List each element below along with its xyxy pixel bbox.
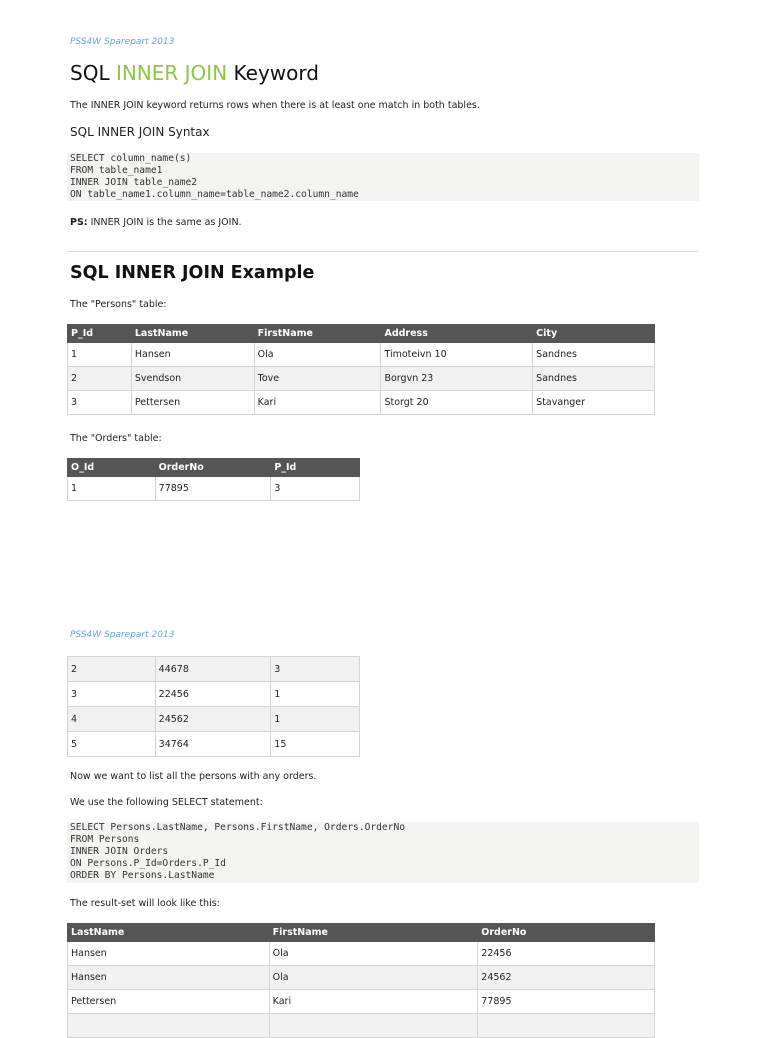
table-cell: 34764 — [155, 732, 271, 757]
select-paragraph: We use the following SELECT statement: — [70, 797, 263, 808]
table-cell: 15 — [271, 732, 360, 757]
table-cell: 77895 — [155, 477, 271, 501]
table-cell: Svendson — [131, 367, 254, 391]
orders-table — [67, 458, 360, 501]
ps-text: INNER JOIN is the same as JOIN. — [87, 217, 242, 228]
table-cell: 1 — [271, 707, 360, 732]
column-header: P_Id — [68, 325, 132, 343]
table-row — [68, 1014, 655, 1038]
table-cell: Storgt 20 — [381, 391, 533, 415]
table-row — [68, 942, 655, 966]
table-cell: 1 — [68, 343, 132, 367]
table-row — [68, 966, 655, 990]
page-header-note: PSS4W Sparepart 2013 — [70, 37, 175, 47]
table-cell: 3 — [68, 682, 156, 707]
table-cell: 24562 — [155, 707, 271, 732]
table-cell: Ola — [254, 343, 381, 367]
orders-caption: The "Orders" table: — [70, 433, 162, 444]
table-cell: 77895 — [478, 990, 655, 1014]
table-cell: Ola — [269, 966, 478, 990]
table-row — [68, 707, 360, 732]
table-row — [68, 343, 655, 367]
table-cell: 1 — [271, 682, 360, 707]
column-header: LastName — [131, 325, 254, 343]
table-cell: 4 — [68, 707, 156, 732]
page-title — [70, 61, 319, 85]
table-row — [68, 732, 360, 757]
orders-table-continued — [67, 656, 360, 757]
table-cell — [478, 1014, 655, 1038]
table-cell: Pettersen — [68, 990, 270, 1014]
persons-table — [67, 324, 655, 415]
table-cell: 44678 — [155, 657, 271, 682]
table-row — [68, 477, 360, 501]
intro-paragraph: The INNER JOIN keyword returns rows when there is at least one match in both tables. — [70, 100, 480, 111]
title-suffix: Keyword — [227, 61, 319, 85]
example-heading: SQL INNER JOIN Example — [70, 263, 315, 283]
table-cell: Tove — [254, 367, 381, 391]
table-cell: 22456 — [155, 682, 271, 707]
table-cell: 2 — [68, 657, 156, 682]
table-cell: 5 — [68, 732, 156, 757]
title-accent: INNER JOIN — [115, 61, 228, 85]
persons-header-row — [68, 325, 655, 343]
table-cell: Pettersen — [131, 391, 254, 415]
column-header: LastName — [68, 924, 270, 942]
table-cell: 3 — [271, 477, 360, 501]
table-row — [68, 391, 655, 415]
table-cell: Ola — [269, 942, 478, 966]
column-header: FirstName — [269, 924, 478, 942]
syntax-code-block: SELECT column_name(s) FROM table_name1 INNER JOIN table_name2 ON table_name1.column_name=table_name2.column_name — [67, 153, 699, 201]
table-cell: Kari — [269, 990, 478, 1014]
result-caption: The result-set will look like this: — [70, 898, 220, 909]
table-cell — [269, 1014, 478, 1038]
table-cell: 22456 — [478, 942, 655, 966]
ps-note — [70, 217, 242, 228]
section-divider — [67, 251, 699, 252]
column-header: FirstName — [254, 325, 381, 343]
table-cell: 2 — [68, 367, 132, 391]
list-paragraph: Now we want to list all the persons with any orders. — [70, 771, 317, 782]
column-header: P_Id — [271, 459, 360, 477]
table-cell: 24562 — [478, 966, 655, 990]
column-header: O_Id — [68, 459, 156, 477]
table-cell: Kari — [254, 391, 381, 415]
table-row — [68, 682, 360, 707]
table-cell — [68, 1014, 270, 1038]
table-row — [68, 990, 655, 1014]
title-prefix: SQL — [70, 61, 116, 85]
result-table — [67, 923, 655, 1038]
column-header: OrderNo — [478, 924, 655, 942]
table-cell: 3 — [271, 657, 360, 682]
table-cell: Hansen — [131, 343, 254, 367]
persons-caption: The "Persons" table: — [70, 299, 167, 310]
page-header-note: PSS4W Sparepart 2013 — [70, 630, 175, 640]
column-header: City — [533, 325, 655, 343]
column-header: OrderNo — [155, 459, 271, 477]
select-code-block: SELECT Persons.LastName, Persons.FirstName, Orders.OrderNo FROM Persons INNER JOIN Orders ON Persons.P_Id=Orders.P_Id ORDER BY Persons.LastName — [67, 822, 699, 883]
table-cell: Sandnes — [533, 367, 655, 391]
orders-header-row — [68, 459, 360, 477]
table-cell: Hansen — [68, 942, 270, 966]
table-cell: Hansen — [68, 966, 270, 990]
table-row — [68, 657, 360, 682]
table-cell: Timoteivn 10 — [381, 343, 533, 367]
ps-label: PS: — [70, 217, 88, 228]
table-cell: 3 — [68, 391, 132, 415]
table-row — [68, 367, 655, 391]
table-cell: 1 — [68, 477, 156, 501]
table-cell: Stavanger — [533, 391, 655, 415]
table-cell: Sandnes — [533, 343, 655, 367]
column-header: Address — [381, 325, 533, 343]
result-header-row — [68, 924, 655, 942]
syntax-heading: SQL INNER JOIN Syntax — [70, 125, 210, 139]
table-cell: Borgvn 23 — [381, 367, 533, 391]
